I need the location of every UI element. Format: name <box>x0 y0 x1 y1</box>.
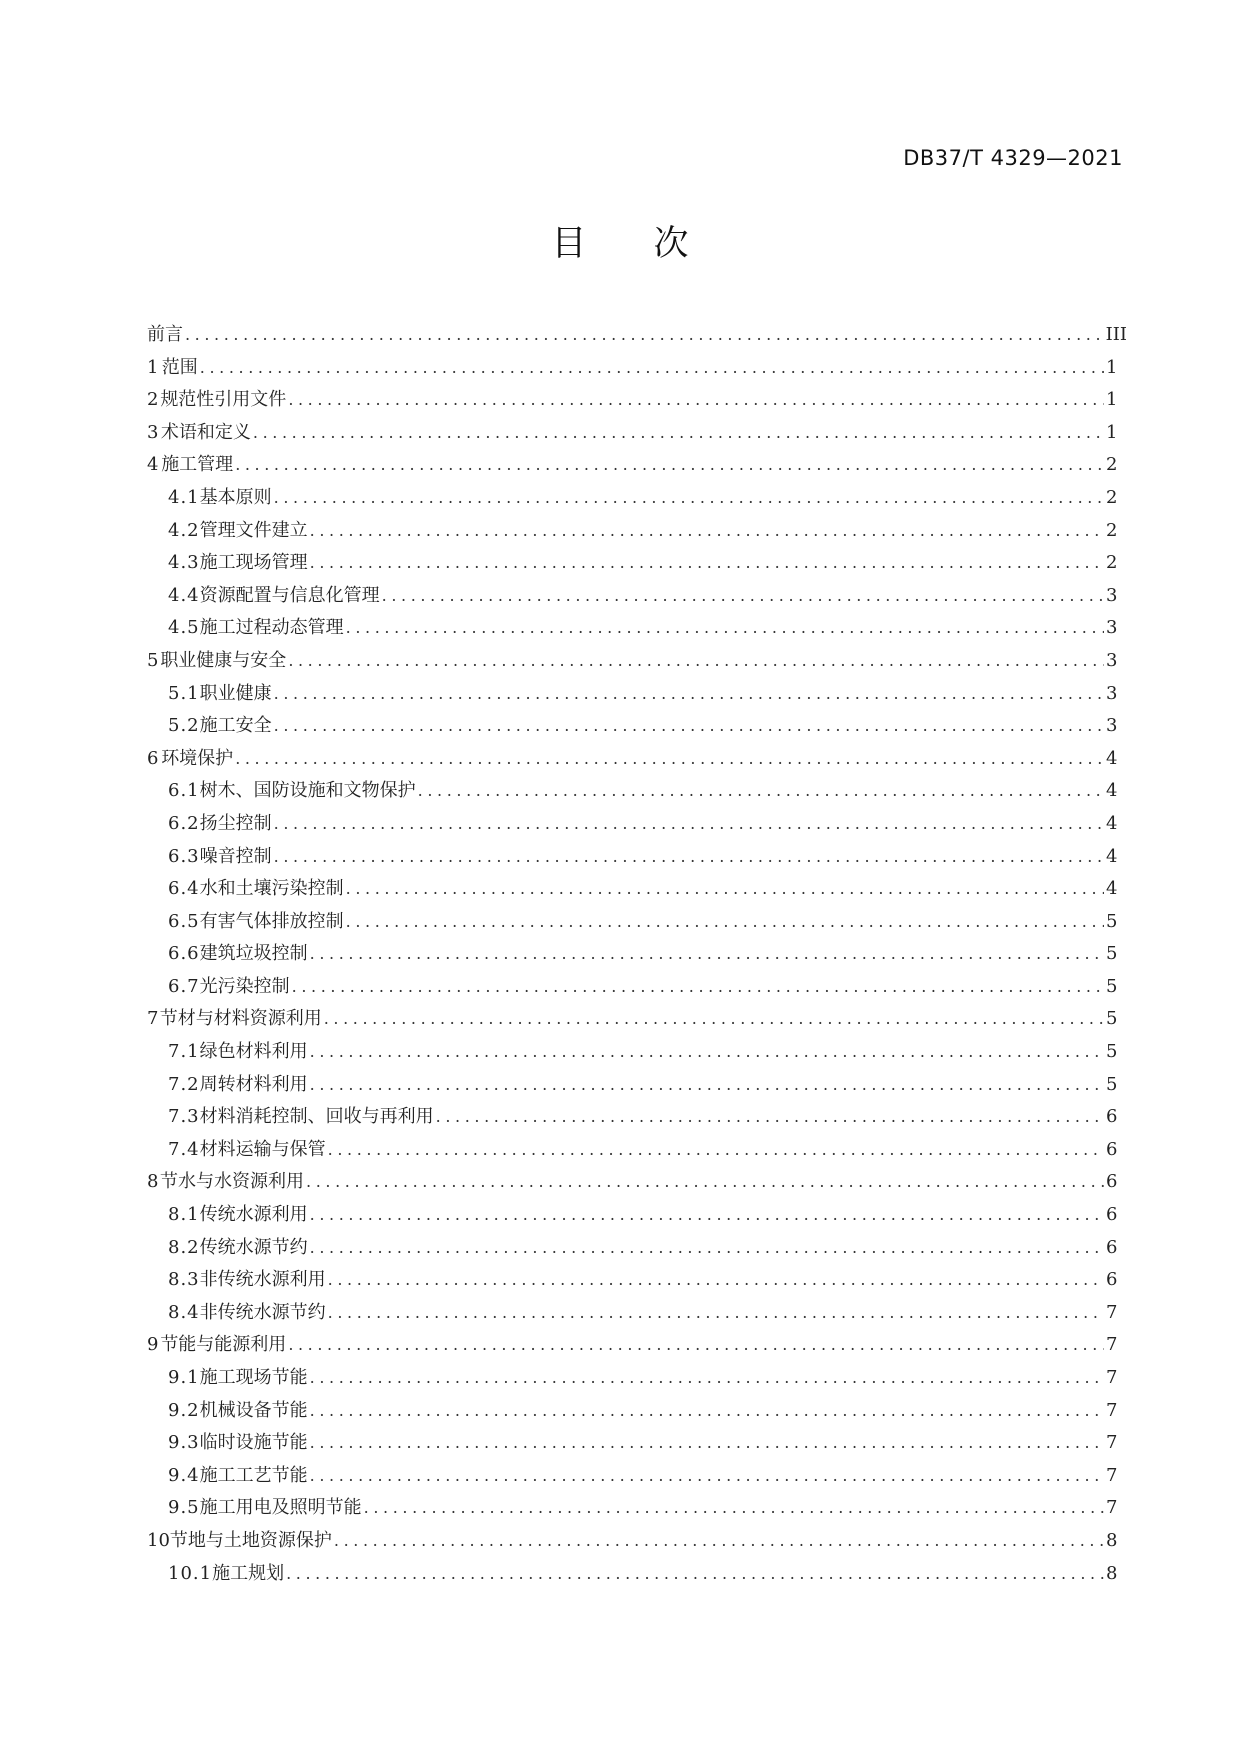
toc-entry[interactable] <box>147 319 1128 352</box>
toc-entry[interactable] <box>147 743 1116 776</box>
toc-entry[interactable] <box>147 808 1116 841</box>
toc-entry-number: 4 <box>147 454 159 476</box>
toc-entry-label: 光污染控制 <box>199 975 290 997</box>
toc-entry-label: 施工过程动态管理 <box>199 617 344 639</box>
toc-entry-number: 7.1 <box>168 1041 200 1063</box>
toc-entry-number: 9.4 <box>168 1464 200 1486</box>
toc-entry[interactable] <box>147 417 1116 450</box>
toc-entry[interactable] <box>147 1362 1116 1395</box>
toc-entry-number: 5.2 <box>168 715 200 737</box>
toc-dot-leader <box>310 1362 1104 1395</box>
toc-entry[interactable] <box>147 1460 1116 1493</box>
toc-entry[interactable] <box>147 1264 1116 1297</box>
toc-entry-page: 5 <box>1106 943 1118 965</box>
toc-entry[interactable] <box>147 1101 1116 1134</box>
toc-entry-page: 4 <box>1106 845 1118 867</box>
toc-dot-leader <box>310 1427 1104 1460</box>
toc-entry-number: 6.7 <box>168 975 200 997</box>
toc-entry-page: 8 <box>1106 1529 1118 1551</box>
toc-dot-leader <box>274 841 1104 874</box>
toc-entry-label: 临时设施节能 <box>199 1432 308 1454</box>
toc-entry-page: 6 <box>1106 1138 1118 1160</box>
toc-entry-page: 4 <box>1106 747 1118 769</box>
toc-entry-page: 7 <box>1106 1432 1118 1454</box>
toc-dot-leader <box>310 1395 1104 1428</box>
toc-dot-leader <box>288 645 1104 678</box>
toc-entry-label: 建筑垃圾控制 <box>199 943 308 965</box>
toc-entry[interactable] <box>147 1003 1116 1036</box>
toc-entry[interactable] <box>147 1492 1116 1525</box>
toc-entry-page: 5 <box>1106 1073 1118 1095</box>
toc-dot-leader <box>364 1492 1104 1525</box>
toc-entry-number: 4.2 <box>168 519 200 541</box>
toc-entry-page: 6 <box>1106 1106 1118 1128</box>
toc-entry-label: 职业健康 <box>199 682 272 704</box>
toc-entry-number: 6.1 <box>168 780 200 802</box>
toc-entry[interactable] <box>147 515 1116 548</box>
toc-entry[interactable] <box>147 645 1116 678</box>
toc-entry-number: 4.5 <box>168 617 200 639</box>
toc-dot-leader <box>253 417 1104 450</box>
toc-dot-leader <box>346 906 1104 939</box>
toc-entry[interactable] <box>147 384 1116 417</box>
toc-dot-leader <box>418 775 1104 808</box>
toc-entry-label: 非传统水源利用 <box>199 1269 326 1291</box>
toc-entry-label: 职业健康与安全 <box>160 649 287 671</box>
toc-dot-leader <box>310 515 1104 548</box>
toc-entry[interactable] <box>147 449 1116 482</box>
toc-entry-number: 7 <box>147 1008 159 1030</box>
toc-entry-page: 3 <box>1106 584 1118 606</box>
toc-dot-leader <box>288 1329 1104 1362</box>
toc-dot-leader <box>328 1297 1104 1330</box>
toc-entry-number: 10 <box>147 1529 170 1551</box>
toc-entry-number: 6 <box>147 747 159 769</box>
toc-dot-leader <box>274 482 1104 515</box>
toc-entry-page: 4 <box>1106 780 1118 802</box>
toc-entry[interactable] <box>147 1134 1116 1167</box>
toc-dot-leader <box>310 1069 1104 1102</box>
toc-entry-page: 3 <box>1106 715 1118 737</box>
toc-entry[interactable] <box>147 1069 1116 1102</box>
toc-entry-page: 1 <box>1106 356 1118 378</box>
toc-entry[interactable] <box>147 1166 1116 1199</box>
toc-entry-number: 9.3 <box>168 1432 200 1454</box>
toc-dot-leader <box>310 1199 1104 1232</box>
toc-entry[interactable] <box>147 1297 1116 1330</box>
toc-dot-leader <box>292 971 1104 1004</box>
toc-dot-leader <box>310 1460 1104 1493</box>
toc-entry-page: 4 <box>1106 812 1118 834</box>
toc-dot-leader <box>274 678 1104 711</box>
toc-entry-label: 周转材料利用 <box>199 1073 308 1095</box>
toc-entry-number: 9.1 <box>168 1367 200 1388</box>
toc-entry-label: 前言 <box>147 324 183 345</box>
toc-entry-label: 噪音控制 <box>199 845 272 867</box>
toc-entry-page: 8 <box>1106 1562 1118 1584</box>
toc-entry-number: 7.4 <box>168 1138 200 1160</box>
toc-entry-page: 1 <box>1106 421 1118 443</box>
toc-entry-label: 树木、国防设施和文物保护 <box>199 780 416 802</box>
toc-entry-page: 6 <box>1106 1236 1118 1258</box>
toc-entry-page: 2 <box>1106 552 1118 574</box>
toc-dot-leader <box>346 873 1104 906</box>
toc-dot-leader <box>328 1134 1104 1167</box>
toc-dot-leader <box>274 710 1104 743</box>
toc-entry-label: 施工工艺节能 <box>199 1464 308 1486</box>
toc-entry-label: 节能与能源利用 <box>160 1334 287 1356</box>
toc-entry-number: 8.1 <box>168 1204 200 1226</box>
toc-entry-page: 6 <box>1106 1269 1118 1291</box>
toc-entry-label: 资源配置与信息化管理 <box>199 584 380 606</box>
toc-entry-label: 传统水源利用 <box>199 1204 308 1226</box>
toc-entry-label: 材料运输与保管 <box>199 1138 326 1160</box>
toc-entry-label: 施工现场节能 <box>199 1367 308 1388</box>
toc-entry-page: 7 <box>1106 1464 1118 1486</box>
toc-entry[interactable] <box>147 775 1116 808</box>
toc-entry-label: 节材与材料资源利用 <box>159 1008 322 1030</box>
toc-entry[interactable] <box>147 482 1116 515</box>
toc-entry-label: 非传统水源节约 <box>199 1301 326 1323</box>
toc-entry-number: 6.5 <box>168 910 200 932</box>
toc-entry-number: 8.2 <box>168 1236 200 1258</box>
toc-dot-leader <box>286 1558 1104 1591</box>
toc-entry-page: 7 <box>1106 1301 1118 1323</box>
toc-entry-number: 8 <box>147 1171 159 1193</box>
toc-entry-number: 4.3 <box>168 552 200 574</box>
toc-entry[interactable] <box>147 971 1116 1004</box>
toc-entry-page: 7 <box>1106 1399 1118 1421</box>
toc-entry[interactable] <box>147 1558 1116 1591</box>
toc-entry-label: 材料消耗控制、回收与再利用 <box>199 1106 434 1128</box>
toc-entry[interactable] <box>147 938 1116 971</box>
toc-entry-number: 10.1 <box>168 1562 213 1584</box>
toc-entry[interactable] <box>147 678 1116 711</box>
toc-entry[interactable] <box>147 1427 1116 1460</box>
toc-entry-number: 6.6 <box>168 943 200 965</box>
toc-dot-leader <box>436 1101 1104 1134</box>
toc-entry[interactable] <box>147 580 1116 613</box>
toc-entry-label: 术语和定义 <box>160 421 251 443</box>
toc-entry[interactable] <box>147 1525 1116 1558</box>
toc-entry-label: 施工用电及照明节能 <box>199 1497 362 1519</box>
toc-entry[interactable] <box>147 1329 1116 1362</box>
toc-dot-leader <box>306 1166 1104 1199</box>
toc-entry-number: 9.2 <box>168 1399 200 1421</box>
toc-entry-number: 6.3 <box>168 845 200 867</box>
page-title: 目 次 <box>551 224 717 264</box>
toc-entry-page: 2 <box>1106 454 1118 476</box>
toc-entry[interactable] <box>147 1395 1116 1428</box>
toc-entry-number: 8.3 <box>168 1269 200 1291</box>
toc-entry-label: 环境保护 <box>161 747 234 769</box>
toc-entry-label: 机械设备节能 <box>199 1399 308 1421</box>
toc-entry-page: 7 <box>1106 1334 1118 1356</box>
toc-dot-leader <box>235 449 1104 482</box>
toc-entry-number: 6.2 <box>168 812 200 834</box>
toc-dot-leader <box>328 1264 1104 1297</box>
toc-dot-leader <box>274 808 1104 841</box>
toc-entry-page: 5 <box>1106 1041 1118 1063</box>
toc-entry-label: 规范性引用文件 <box>160 389 287 411</box>
toc-entry-number: 7.2 <box>168 1073 200 1095</box>
toc-entry-page: 5 <box>1106 1008 1118 1030</box>
toc-entry[interactable] <box>147 1232 1116 1265</box>
toc-entry-page: 6 <box>1106 1204 1118 1226</box>
toc-dot-leader <box>382 580 1104 613</box>
toc-entry-number: 2 <box>147 389 159 411</box>
toc-entry-label: 扬尘控制 <box>199 812 272 834</box>
toc-dot-leader <box>235 743 1104 776</box>
toc-entry-page: 3 <box>1106 617 1118 639</box>
toc-entry-page: 1 <box>1106 389 1118 411</box>
toc-entry-label: 施工管理 <box>161 454 234 476</box>
toc-entry-number: 5 <box>147 649 159 671</box>
toc-entry-label: 绿色材料利用 <box>199 1041 308 1063</box>
toc-entry-page: 3 <box>1106 649 1118 671</box>
toc-entry-number: 7.3 <box>168 1106 200 1128</box>
toc-entry-number: 9.5 <box>168 1497 200 1519</box>
toc-entry-page: 4 <box>1106 878 1118 900</box>
toc-entry[interactable] <box>147 1199 1116 1232</box>
toc-entry-page: 7 <box>1106 1497 1118 1519</box>
toc-entry-label: 施工安全 <box>199 715 272 737</box>
toc-dot-leader <box>288 384 1104 417</box>
toc-entry-page: III <box>1105 324 1128 345</box>
toc-dot-leader <box>346 612 1104 645</box>
toc-entry-page: 7 <box>1106 1367 1118 1388</box>
toc-entry[interactable] <box>147 547 1116 580</box>
table-of-contents <box>147 319 1128 1590</box>
toc-entry[interactable] <box>147 1036 1116 1069</box>
toc-entry-page: 5 <box>1106 975 1118 997</box>
toc-entry-label: 范围 <box>161 356 198 378</box>
toc-entry-number: 4.4 <box>168 584 200 606</box>
toc-entry[interactable] <box>147 710 1116 743</box>
toc-entry-page: 6 <box>1106 1171 1118 1193</box>
toc-entry-label: 施工规划 <box>212 1562 285 1584</box>
toc-entry[interactable] <box>147 841 1116 874</box>
toc-dot-leader <box>334 1525 1104 1558</box>
toc-entry-label: 节地与土地资源保护 <box>169 1529 332 1551</box>
toc-entry[interactable] <box>147 906 1116 939</box>
toc-entry-label: 水和土壤污染控制 <box>199 878 344 900</box>
toc-dot-leader <box>324 1003 1104 1036</box>
toc-entry-number: 8.4 <box>168 1301 200 1323</box>
toc-entry-page: 3 <box>1106 682 1118 704</box>
document-code: DB37/T 4329—2021 <box>903 146 1123 170</box>
toc-dot-leader <box>310 547 1104 580</box>
toc-entry[interactable] <box>147 612 1116 645</box>
toc-entry-label: 施工现场管理 <box>199 552 308 574</box>
toc-entry-number: 4.1 <box>168 486 200 508</box>
toc-entry-label: 有害气体排放控制 <box>199 910 344 932</box>
toc-entry[interactable] <box>147 352 1116 385</box>
toc-entry-label: 基本原则 <box>199 486 272 508</box>
toc-entry-label: 节水与水资源利用 <box>160 1171 305 1193</box>
toc-entry-page: 2 <box>1106 486 1118 508</box>
toc-entry-page: 5 <box>1106 910 1118 932</box>
toc-dot-leader <box>200 352 1104 385</box>
toc-entry-number: 9 <box>147 1334 159 1356</box>
toc-entry-number: 1 <box>147 356 159 378</box>
toc-dot-leader <box>310 1036 1104 1069</box>
toc-dot-leader <box>310 1232 1104 1265</box>
toc-entry-page: 2 <box>1106 519 1118 541</box>
toc-dot-leader <box>185 319 1104 352</box>
toc-dot-leader <box>310 938 1104 971</box>
toc-entry-label: 传统水源节约 <box>199 1236 308 1258</box>
toc-entry-number: 6.4 <box>168 878 200 900</box>
toc-entry-label: 管理文件建立 <box>199 519 308 541</box>
toc-entry[interactable] <box>147 873 1116 906</box>
toc-entry-number: 3 <box>147 421 159 443</box>
toc-entry-number: 5.1 <box>168 682 200 704</box>
